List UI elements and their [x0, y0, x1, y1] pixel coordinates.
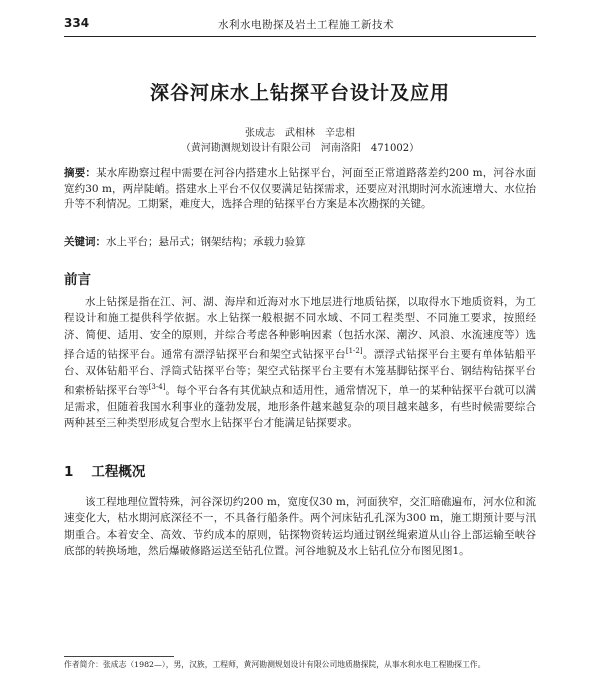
- keywords-text: 水上平台；悬吊式；钢架结构；承载力验算: [106, 236, 306, 248]
- intro-paragraph: [64, 294, 536, 431]
- journal-title: 水利水电勘探及岩土工程施工新技术: [218, 19, 394, 31]
- abstract-label: 摘要：: [64, 167, 97, 179]
- abstract-text: 某水库勘察过程中需要在河谷内搭建水上钻探平台，河面至正常道路落差约200 m，河谷水面宽约30 m，两岸陡峭。搭建水上平台不仅仅要满足钻探需求，还要应对汛期时河水流速增大、水位抬升等不利情况。工期紧，难度大，选择合理的钻探平台方案是本次勘探的关键。: [64, 167, 537, 210]
- keywords: [64, 235, 536, 250]
- running-header: [64, 14, 536, 37]
- citation-1: [1-2]: [345, 346, 363, 355]
- section-1-paragraph: 该工程地理位置特殊，河谷深切约200 m，宽度仅30 m，河面狭窄，交汇暗礁遍布，河水位和流速变化大，枯水期河底深径不一，不具备行船条件。两个河床钻孔孔深为300 m，施工期预计要与汛期重合。本着安全、高效、节约成本的原则，钻探物资转运均通过钢丝绳索道从山谷上部运输至峡谷底部的转换场地，然后爆破修路运送至钻孔位置。河谷地貌及水上钻孔位分布图见图1。: [64, 496, 536, 557]
- page-number: 334: [64, 16, 90, 30]
- keywords-label: 关键词：: [64, 236, 106, 248]
- section-title: 工程概况: [91, 464, 146, 480]
- section-number: 1: [64, 464, 74, 480]
- paper-title: 深谷河床水上钻探平台设计及应用: [149, 82, 450, 104]
- author-footnote: 作者简介：张成志（1982—），男，汉族，工程师，黄河勘测规划设计有限公司地质勘探院，从事水利水电工程勘探工作。: [64, 660, 486, 669]
- section-heading-intro: 前言: [64, 272, 91, 288]
- citation-2: [3-4]: [148, 382, 166, 391]
- abstract: [64, 166, 536, 213]
- authors: 张成志 武相林 辛忠相: [245, 128, 355, 139]
- section-heading-1: [64, 460, 145, 480]
- affiliation: （黄河勘测规划设计有限公司 河南洛阳 471002）: [180, 143, 420, 154]
- intro-text-3: 。每个平台各有其优缺点和适用性，通常情况下，单一的某种钻探平台就可以满足需求，但随着我国水利事业的蓬勃发展，地形条件越来越复杂的项目越来越多，有些时候需要综合两种甚至三种类型形成复合型水上钻探平台才能满足钻探要求。: [64, 384, 537, 430]
- intro-text-2: 。漂浮式钻探平台主要有单体钻船平台、双体钻船平台、浮筒式钻探平台等；架空式钻探平台主要有木笼基脚钻探平台、钢结构钻探平台和索桥钻探平台等: [64, 348, 537, 397]
- intro-text-1: 水上钻探是指在江、河、湖、海岸和近海对水下地层进行地质钻探，以取得水下地质资料，为工程设计和施工提供科学依据。水上钻探一般根据不同水域、不同工程类型、不同施工要求，按照经济、简便、适用、安全的原则，并综合考虑各种影响因素（包括水深、潮汐、风浪、水流速度等）选择合适的钻探平台。通常有漂浮钻探平台和架空式钻探平台: [64, 296, 536, 361]
- footnote-divider: [64, 656, 174, 657]
